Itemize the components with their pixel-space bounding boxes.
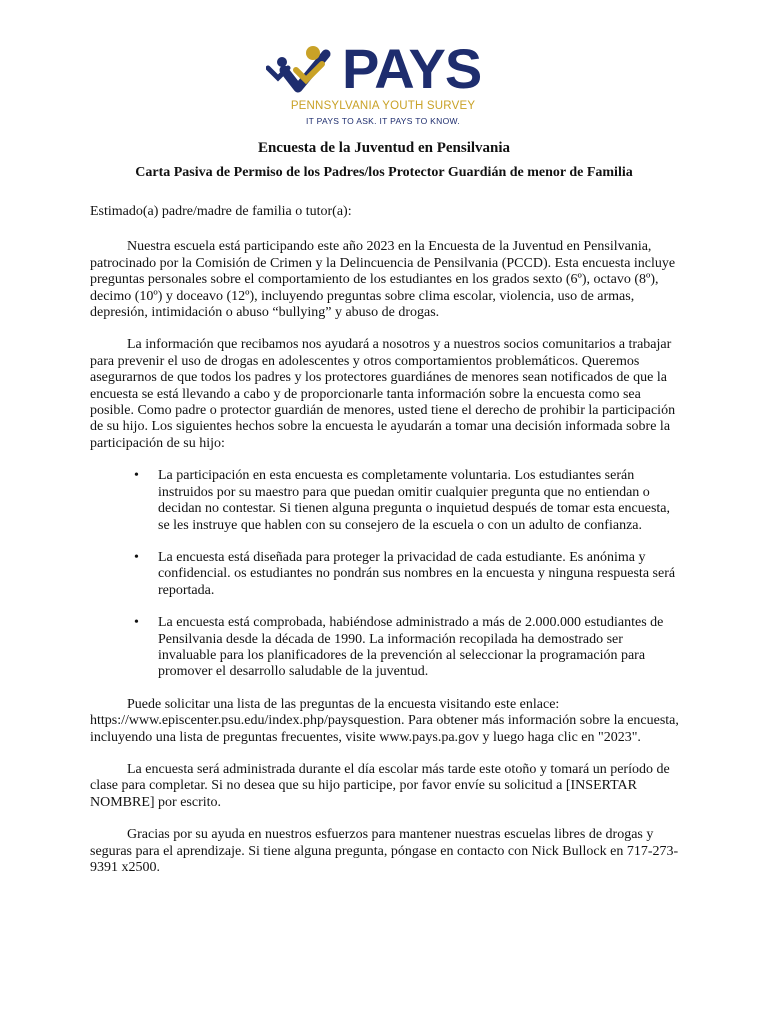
- greeting: Estimado(a) padre/madre de familia o tutor(a):: [90, 204, 352, 219]
- letter-body: [90, 204, 680, 892]
- pays-logo: [266, 37, 486, 130]
- list-item-text: La encuesta está comprobada, habiéndose administrado a más de 2.000.000 estudiantes de Pensilvania desde la década de 1990. La información recopilada ha demostrado ser invaluable para los planificadores de la prevención al seleccionar la programación para promover el desarrollo saludable de la juventud.: [158, 615, 664, 680]
- paragraph-schedule: La encuesta será administrada durante el día escolar más tarde este otoño y tomará un período de clase para completar. Si no desea que su hijo participe, por favor envíe su solicitud a [INSERTAR NOMBRE] por escrito.: [90, 761, 670, 810]
- logo-wordmark: PAYS: [342, 37, 482, 100]
- bullet-icon: •: [134, 468, 139, 484]
- bullet-icon: •: [134, 549, 139, 565]
- facts-list: [90, 468, 680, 680]
- list-item: [90, 615, 680, 681]
- logo-subtitle: PENNSYLVANIA YOUTH SURVEY: [290, 100, 476, 112]
- paragraph-intro: Nuestra escuela está participando este año 2023 en la Encuesta de la Juventud en Pensilvania, patrocinado por la Comisión de Crimen y la Delincuencia de Pensilvania (PCCD). Esta encuesta incluye preguntas personales sobre el comportamiento de los estudiantes en los grados sexto (6º), octavo (8º), decimo (10º) y doceavo (12º), incluyendo preguntas sobre clima escolar, violencia, uso de armas, depresión, intimidación o abuso “bullying” y abuso de drogas.: [90, 239, 676, 321]
- pays-figures-icon: [266, 40, 346, 100]
- list-item-text: La encuesta está diseñada para proteger la privacidad de cada estudiante. Es anónima y confidencial. os estudiantes no pondrán sus nombres en la encuesta y ninguna respuesta será reportada.: [158, 549, 676, 598]
- paragraph-purpose: La información que recibamos nos ayudará a nosotros y a nuestros socios comunitarios a trabajar para prevenir el uso de drogas en adolescentes y otros comportamientos problemáticos. Queremos asegurarnos de que todos los padres y los protectores guardiánes de menores sean notificados de que la encuesta se está llevando a cabo y de proporcionarle tanta información sobre la encuesta como sea posible. Como padre o protector guardián de menores, usted tiene el derecho de prohibir la participación de su hijo. Los siguientes hechos sobre la encuesta le ayudarán a tomar una decisión informada sobre la participación de su hijo:: [90, 337, 676, 451]
- logo-tagline: IT PAYS TO ASK. IT PAYS TO KNOW.: [306, 116, 460, 126]
- list-item-text: La participación en esta encuesta es completamente voluntaria. Los estudiantes serán instruidos por su maestro para que puedan omitir cualquier pregunta que no entiendan o decidan no contestar. Si tienen alguna pregunta o inquietud después de tomar esta encuesta, se les instruye que hablen con su consejero de la escuela o con un adulto de confianza.: [158, 468, 671, 533]
- document-title: Encuesta de la Juventud en Pensilvania: [257, 140, 511, 156]
- bullet-icon: •: [134, 615, 139, 631]
- list-item: [90, 550, 680, 599]
- paragraph-thanks: Gracias por su ayuda en nuestros esfuerzos para mantener nuestras escuelas libres de drogas y seguras para el aprendizaje. Si tiene alguna pregunta, póngase en contacto con Nick Bullock en 717-273-9391 x2500.: [90, 827, 679, 875]
- paragraph-links: Puede solicitar una lista de las preguntas de la encuesta visitando este enlace: https://www.episcenter.psu.edu/index.php/paysquestion. Para obtener más información sobre la encuesta, incluyendo una lista de preguntas frecuentes, visite www.pays.pa.gov y luego haga clic en "2023".: [90, 696, 679, 745]
- document-subtitle: Carta Pasiva de Permiso de los Padres/los Protector Guardián de menor de Familia: [135, 165, 633, 180]
- list-item: [90, 468, 680, 534]
